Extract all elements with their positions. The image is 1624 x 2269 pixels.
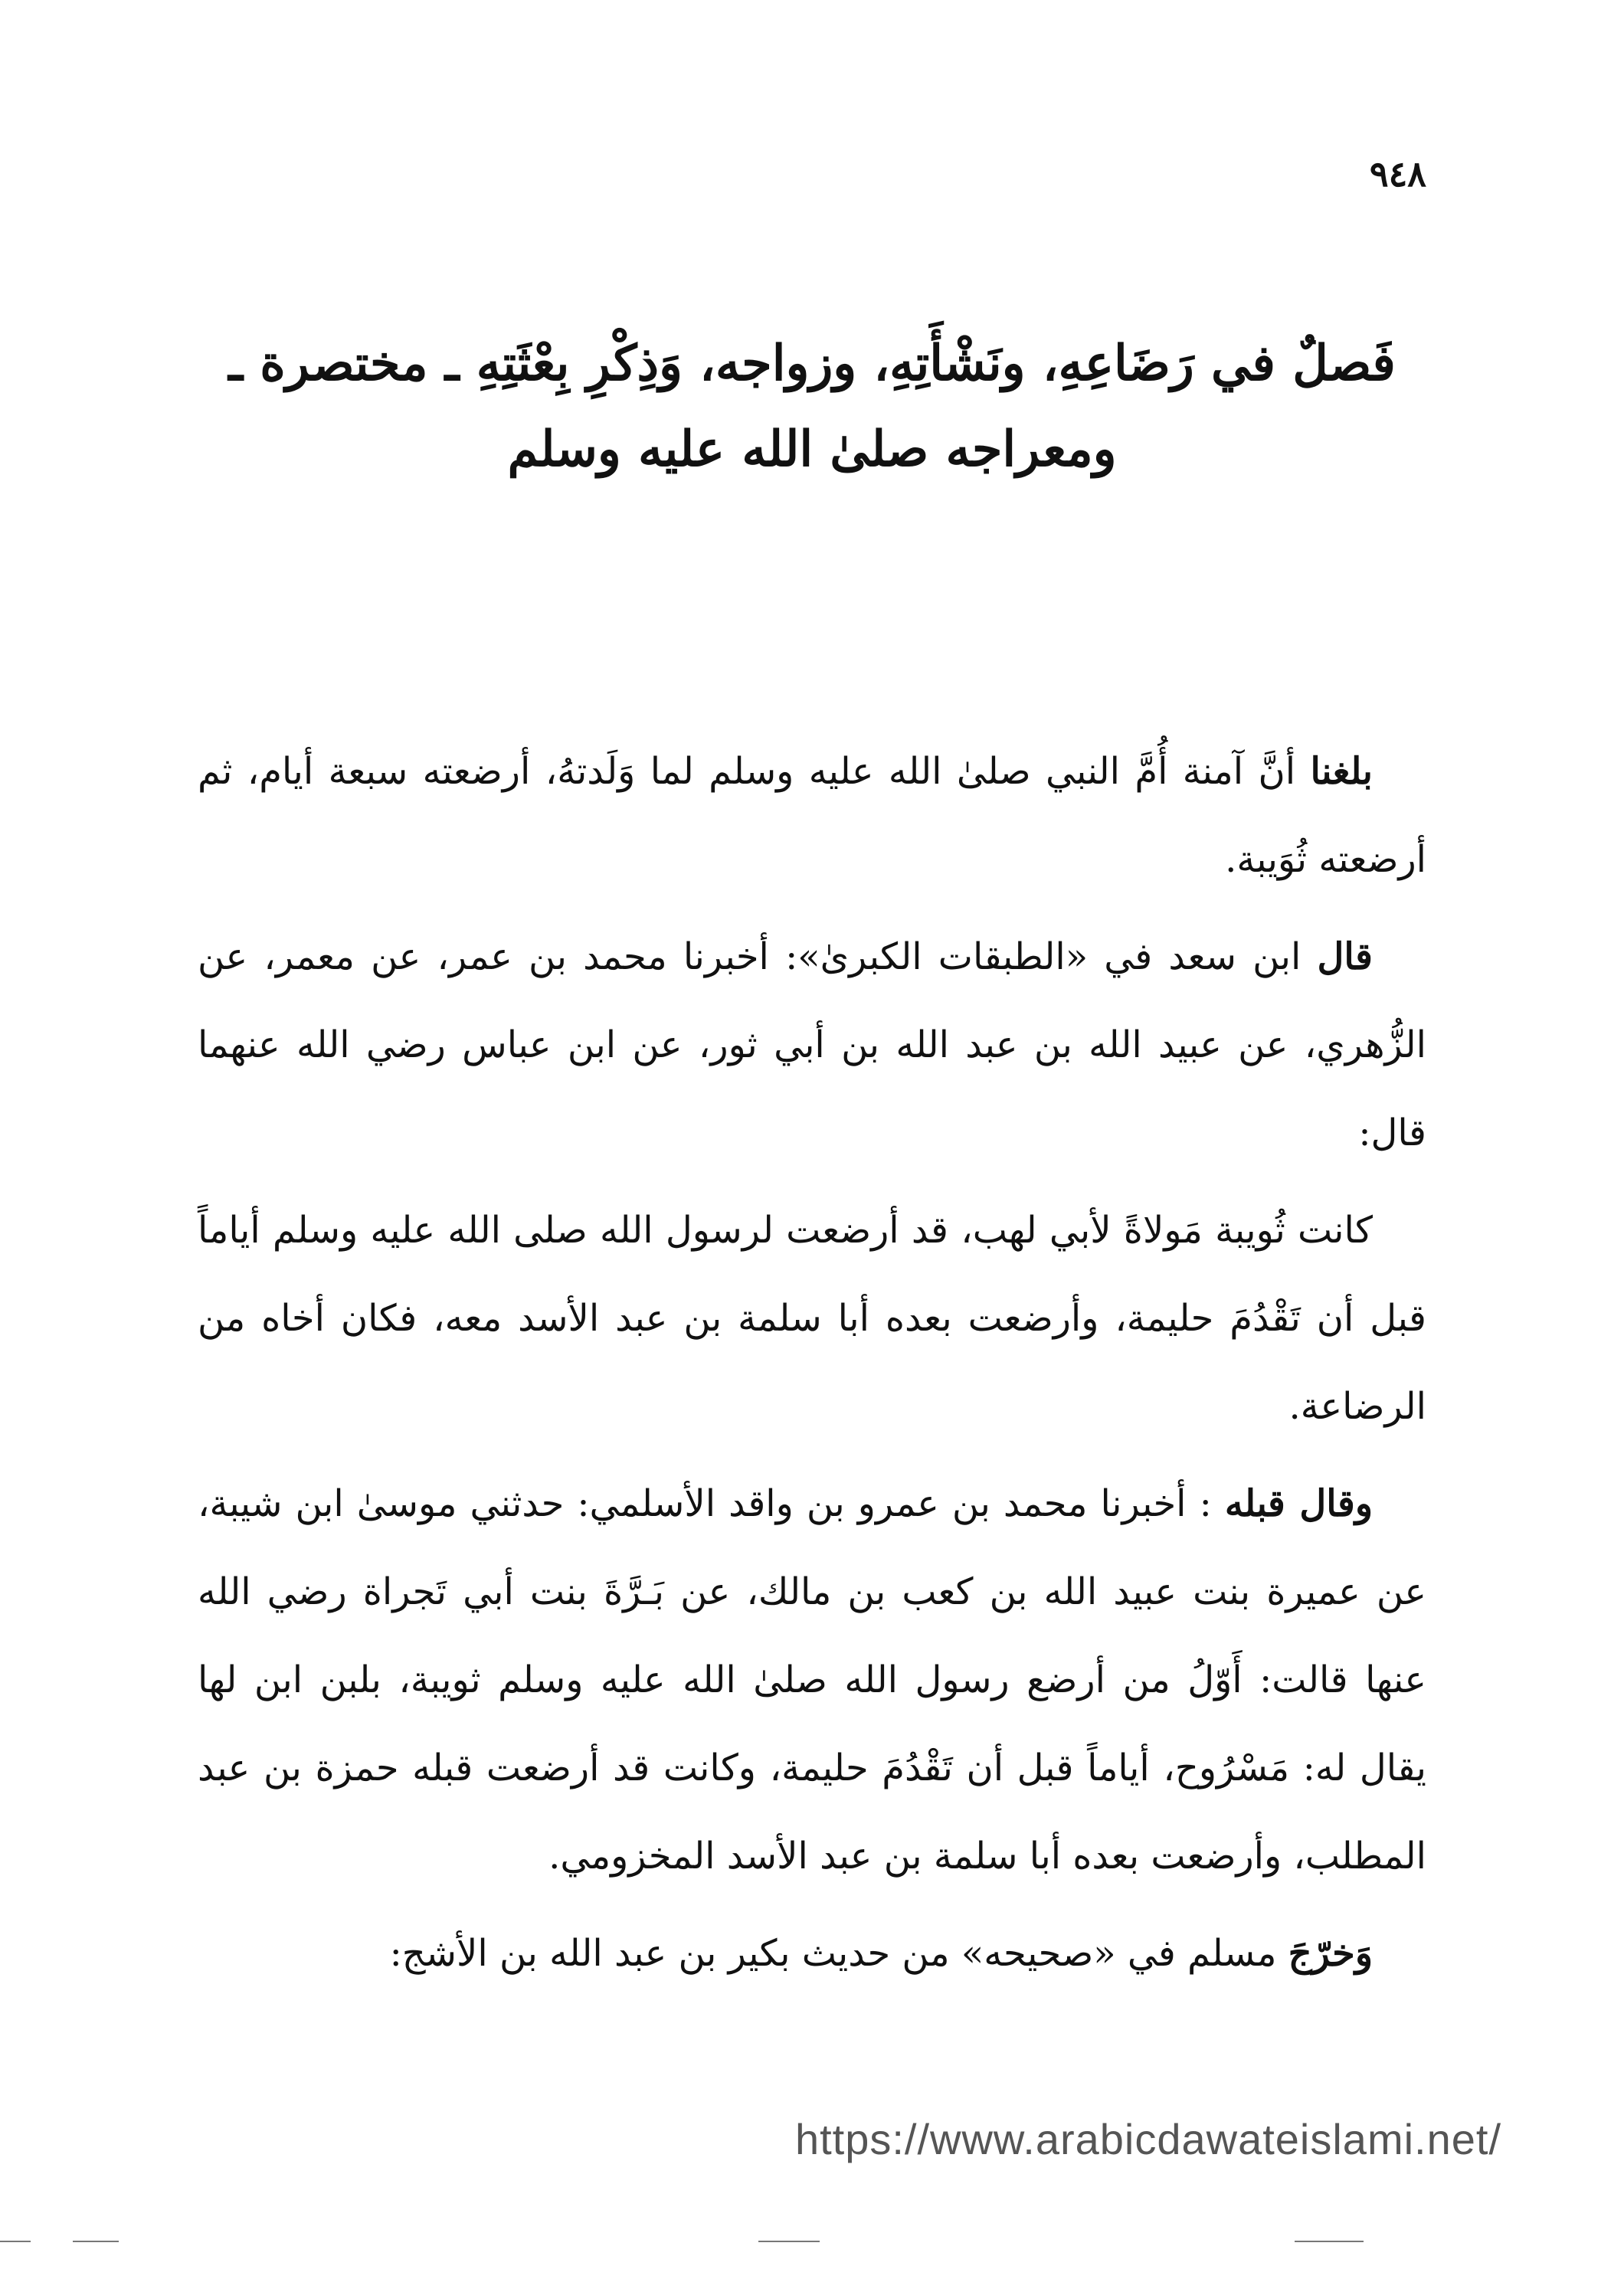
paragraph-text: : أخبرنا محمد بن عمرو بن واقد الأسلمي: حدثني موسىٰ ابن شيبة، عن عميرة بنت عبيد الله بن كعب بن مالك، عن بَـرَّةَ بنت أبي تَجراة رضي الله عنها قالت: أَوّلُ من أرضع رسول الله صلىٰ الله عليه وسلم ثويبة، بلبن ابن لها يقال له: مَسْرُوح، أياماً قبل أن تَقْدُمَ حليمة، وكانت قد أرضعت قبله حمزة بن عبد المطلب، وأرضعت بعده أبا سلمة بن عبد الأسد المخزومي. — [198, 1482, 1426, 1878]
paragraph-4 — [198, 1460, 1426, 1901]
paragraph-2 — [198, 913, 1426, 1177]
chapter-title-line-2: ومعراجه صلىٰ الله عليه وسلم — [507, 420, 1117, 478]
scan-edge-mark — [73, 2241, 119, 2242]
paragraph-text: أنَّ آمنة أُمَّ النبي صلىٰ الله عليه وسلم لما وَلَدتهُ، أرضعته سبعة أيام، ثم أرضعته ثُوَيبة. — [198, 750, 1426, 881]
paragraph-lead: قال — [1317, 935, 1373, 978]
paragraph-1 — [198, 728, 1426, 904]
paragraph-3 — [198, 1187, 1426, 1451]
paragraph-5 — [198, 1910, 1426, 1998]
chapter-title — [192, 329, 1432, 483]
paragraph-text: ابن سعد في «الطبقات الكبرىٰ»: أخبرنا محمد بن عمر، عن معمر، عن الزُّهري، عن عبيد الله بن عبد الله بن أبي ثور، عن ابن عباس رضي الله عنهما قال: — [198, 935, 1427, 1154]
scan-edge-mark — [758, 2241, 820, 2242]
paragraph-lead: بلغنا — [1310, 750, 1373, 793]
scan-edge-mark — [1295, 2241, 1364, 2242]
paragraph-text: كانت ثُويبة مَولاةً لأبي لهب، قد أرضعت لرسول الله صلى الله عليه وسلم أياماً قبل أن تَقْدُمَ حليمة، وأرضعت بعده أبا سلمة بن عبد الأسد معه، فكان أخاه من الرضاعة. — [198, 1209, 1426, 1428]
chapter-title-line-1: فَصلٌ في رَضَاعِهِ، ونَشْأَتِهِ، وزواجه، وَذِكْرِ بِعْثَتِهِ ـ مختصرة ـ — [228, 335, 1396, 392]
body-text — [198, 728, 1426, 2007]
paragraph-lead: وقال قبله — [1224, 1482, 1374, 1525]
page-number: ٩٤٨ — [1369, 153, 1426, 195]
paragraph-text: مسلم في «صحيحه» من حديث بكير بن عبد الله بن الأشج: — [389, 1932, 1288, 1975]
paragraph-lead: وَخرّجَ — [1288, 1932, 1373, 1975]
scan-edge-mark — [0, 2241, 31, 2242]
watermark-url: https://www.arabicdawateislami.net/ — [794, 2115, 1501, 2163]
